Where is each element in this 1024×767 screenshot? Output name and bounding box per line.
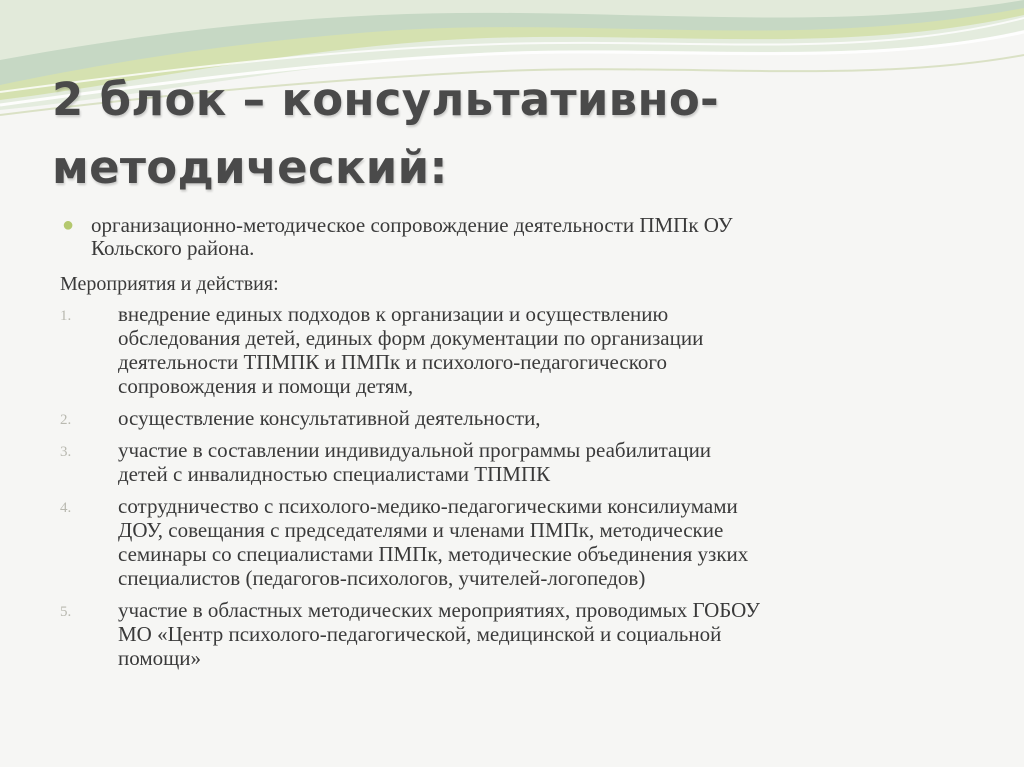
list-item-line: деятельности ТПМПК и ПМПк и психолого-педагогического (118, 350, 667, 374)
list-item-line: участие в областных методических мероприятиях, проводимых ГОБОУ (118, 598, 761, 622)
list-item-2 (60, 406, 960, 430)
list-item-line: обследования детей, единых форм документации по организации (118, 326, 704, 350)
list-item-5 (60, 598, 960, 670)
bullet-line-2: Кольского района. (91, 236, 255, 260)
list-item-line: специалистов (педагогов-психологов, учителей-логопедов) (118, 566, 646, 590)
list-item-line: помощи» (118, 646, 202, 670)
slide-title-line-2: методический: (52, 141, 448, 194)
list-item-line: сопровождения и помощи детям, (118, 374, 414, 398)
list-item-line: внедрение единых подходов к организации и осуществлению (118, 302, 669, 326)
list-item-line: детей с инвалидностью специалистами ТПМПК (118, 462, 551, 486)
list-number: 2. (60, 412, 72, 428)
list-item-3 (60, 438, 960, 486)
list-item-line: ДОУ, совещания с председателями и членами ПМПк, методические (118, 518, 724, 542)
slide-body (60, 214, 960, 678)
list-item-line: сотрудничество с психолого-медико-педагогическими консилиумами (118, 494, 738, 518)
list-item-line: МО «Центр психолого-педагогической, медицинской и социальной (118, 622, 722, 646)
list-item-1 (60, 302, 960, 398)
list-number: 4. (60, 500, 72, 516)
slide-title-line-1: 2 блок – консультативно- (52, 73, 720, 126)
list-item-line: осуществление консультативной деятельности, (118, 406, 541, 430)
list-number: 1. (60, 308, 72, 324)
list-number: 3. (60, 444, 72, 460)
list-item-4 (60, 494, 960, 590)
list-item-line: участие в составлении индивидуальной программы реабилитации (118, 438, 712, 462)
numbered-list (60, 302, 960, 670)
list-item-line: семинары со специалистами ПМПк, методические объединения узких (118, 542, 749, 566)
bullet-line-1: организационно-методическое сопровождение деятельности ПМПк ОУ (91, 213, 733, 237)
bullet-item (60, 214, 960, 260)
list-number: 5. (60, 604, 72, 620)
slide-title (52, 66, 992, 202)
bullet-dot-icon: ● (62, 214, 75, 236)
subheading: Мероприятия и действия: (60, 273, 279, 295)
